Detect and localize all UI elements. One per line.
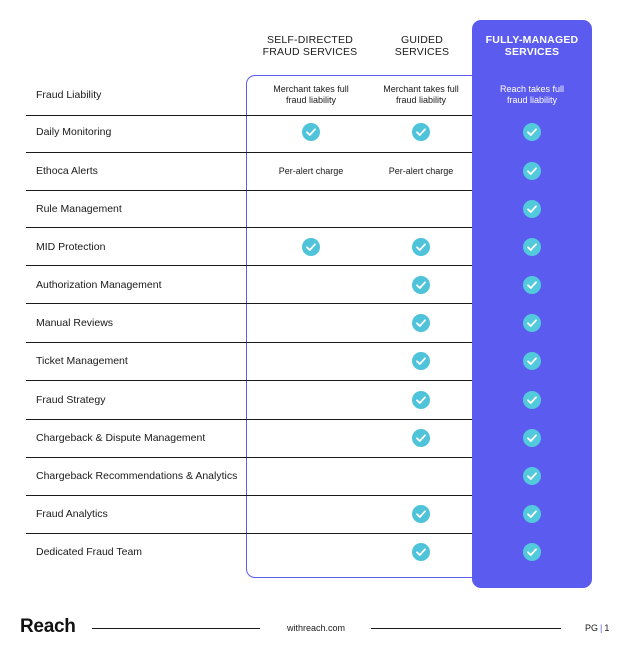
checkmark-icon xyxy=(302,123,320,141)
checkmark-icon xyxy=(523,352,541,370)
column-header-self-directed: SELF-DIRECTED FRAUD SERVICES xyxy=(262,34,358,58)
row-label: Authorization Management xyxy=(36,279,162,291)
checkmark-icon xyxy=(412,276,430,294)
page-number xyxy=(585,623,609,633)
cell-self-text: Per-alert charge xyxy=(278,165,344,176)
column-header-fully-managed: FULLY-MANAGED SERVICES xyxy=(485,34,579,58)
checkmark-icon xyxy=(412,429,430,447)
checkmark-icon xyxy=(412,543,430,561)
footer-divider-right xyxy=(371,628,561,629)
checkmark-icon xyxy=(412,505,430,523)
row-label: Fraud Analytics xyxy=(36,508,108,520)
page-number-value: 1 xyxy=(604,623,610,633)
checkmark-icon xyxy=(412,391,430,409)
checkmark-icon xyxy=(523,238,541,256)
checkmark-icon xyxy=(523,123,541,141)
row-divider xyxy=(26,342,472,343)
self-guided-columns-outline xyxy=(246,75,491,578)
checkmark-icon xyxy=(523,429,541,447)
row-label: Manual Reviews xyxy=(36,317,114,329)
row-divider xyxy=(26,495,472,496)
checkmark-icon xyxy=(523,505,541,523)
row-divider xyxy=(26,190,472,191)
checkmark-icon xyxy=(523,276,541,294)
checkmark-icon xyxy=(523,391,541,409)
checkmark-icon xyxy=(412,238,430,256)
row-label: Rule Management xyxy=(36,203,122,215)
row-label: Dedicated Fraud Team xyxy=(36,546,143,558)
cell-managed-text: Reach takes full fraud liability xyxy=(499,84,565,105)
page-prefix: PG xyxy=(585,623,599,633)
row-divider xyxy=(26,380,472,381)
row-divider xyxy=(26,115,472,116)
checkmark-icon xyxy=(523,543,541,561)
row-divider xyxy=(26,227,472,228)
row-label: Ticket Management xyxy=(36,355,128,367)
row-label: Daily Monitoring xyxy=(36,126,112,138)
row-label: Fraud Strategy xyxy=(36,394,106,406)
checkmark-icon xyxy=(523,162,541,180)
row-label: Fraud Liability xyxy=(36,89,102,101)
row-divider xyxy=(26,152,472,153)
row-divider xyxy=(26,533,472,534)
cell-guided-text: Merchant takes full fraud liability xyxy=(383,84,459,105)
row-label: Chargeback & Dispute Management xyxy=(36,432,206,444)
checkmark-icon xyxy=(412,123,430,141)
page-separator: | xyxy=(600,623,603,633)
row-divider xyxy=(26,265,472,266)
checkmark-icon xyxy=(523,467,541,485)
footer-url[interactable]: withreach.com xyxy=(287,623,346,633)
column-header-guided: GUIDED SERVICES xyxy=(394,34,450,58)
checkmark-icon xyxy=(412,352,430,370)
cell-guided-text: Per-alert charge xyxy=(388,165,454,176)
footer-divider-left xyxy=(92,628,260,629)
checkmark-icon xyxy=(302,238,320,256)
row-divider xyxy=(26,457,472,458)
row-label: Ethoca Alerts xyxy=(36,165,98,177)
checkmark-icon xyxy=(412,314,430,332)
row-divider xyxy=(26,419,472,420)
checkmark-icon xyxy=(523,314,541,332)
reach-logo: Reach xyxy=(20,616,76,637)
row-label: Chargeback Recommendations & Analytics xyxy=(36,470,238,482)
row-label: MID Protection xyxy=(36,241,106,253)
checkmark-icon xyxy=(523,200,541,218)
cell-self-text: Merchant takes full fraud liability xyxy=(273,84,349,105)
row-divider xyxy=(26,303,472,304)
